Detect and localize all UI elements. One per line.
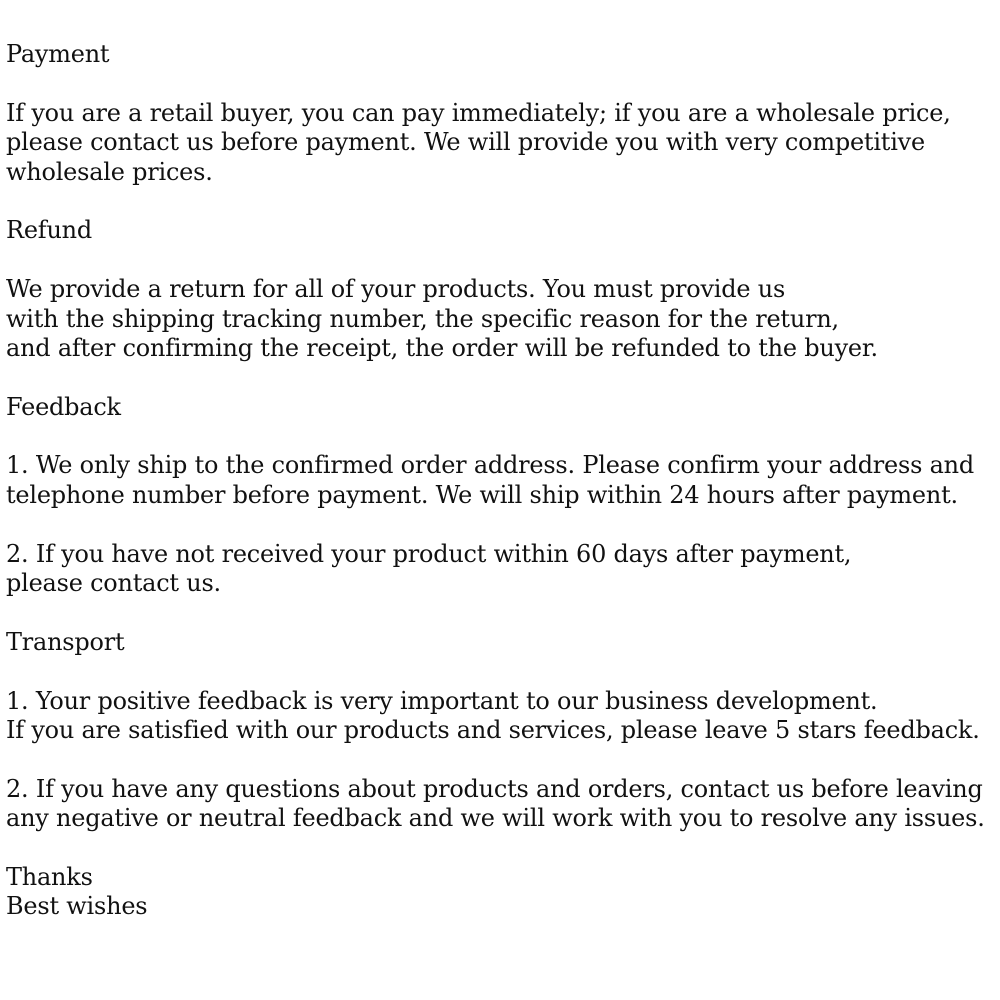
- spacer: [6, 657, 996, 686]
- spacer: [6, 69, 996, 98]
- refund-text-line: with the shipping tracking number, the specific reason for the return,: [6, 304, 839, 333]
- feedback-item-line: telephone number before payment. We will ship within 24 hours after payment.: [6, 480, 958, 509]
- spacer: [6, 834, 996, 863]
- policy-document: [6, 40, 996, 922]
- transport-item-line: 1. Your positive feedback is very important to our business development.: [6, 686, 878, 715]
- spacer: [6, 598, 996, 627]
- feedback-item-line: please contact us.: [6, 569, 221, 598]
- payment-text-line: wholesale prices.: [6, 157, 213, 186]
- spacer: [6, 510, 996, 539]
- spacer: [6, 363, 996, 392]
- spacer: [6, 246, 996, 275]
- refund-text-line: We provide a return for all of your products. You must provide us: [6, 275, 786, 304]
- spacer: [6, 187, 996, 216]
- closing-wishes: Best wishes: [6, 892, 148, 921]
- transport-item-line: any negative or neutral feedback and we will work with you to resolve any issues.: [6, 804, 985, 833]
- payment-section: [6, 40, 996, 187]
- spacer: [6, 422, 996, 451]
- refund-heading: Refund: [6, 216, 93, 245]
- feedback-section: [6, 393, 996, 599]
- feedback-item-line: 1. We only ship to the confirmed order address. Please confirm your address and: [6, 451, 975, 480]
- payment-heading: Payment: [6, 40, 110, 68]
- refund-section: [6, 216, 996, 363]
- feedback-item-line: 2. If you have not received your product within 60 days after payment,: [6, 539, 852, 568]
- refund-text-line: and after confirming the receipt, the order will be refunded to the buyer.: [6, 333, 878, 362]
- spacer: [6, 745, 996, 774]
- payment-text-line: If you are a retail buyer, you can pay immediately; if you are a wholesale price,: [6, 98, 951, 127]
- transport-section: [6, 628, 996, 834]
- closing-thanks: Thanks: [6, 862, 93, 891]
- transport-item-line: 2. If you have any questions about products and orders, contact us before leaving: [6, 774, 983, 803]
- transport-heading: Transport: [6, 627, 125, 656]
- closing-section: [6, 863, 996, 922]
- feedback-heading: Feedback: [6, 392, 121, 421]
- payment-text-line: please contact us before payment. We will provide you with very competitive: [6, 128, 925, 157]
- transport-item-line: If you are satisfied with our products and services, please leave 5 stars feedback.: [6, 715, 980, 744]
